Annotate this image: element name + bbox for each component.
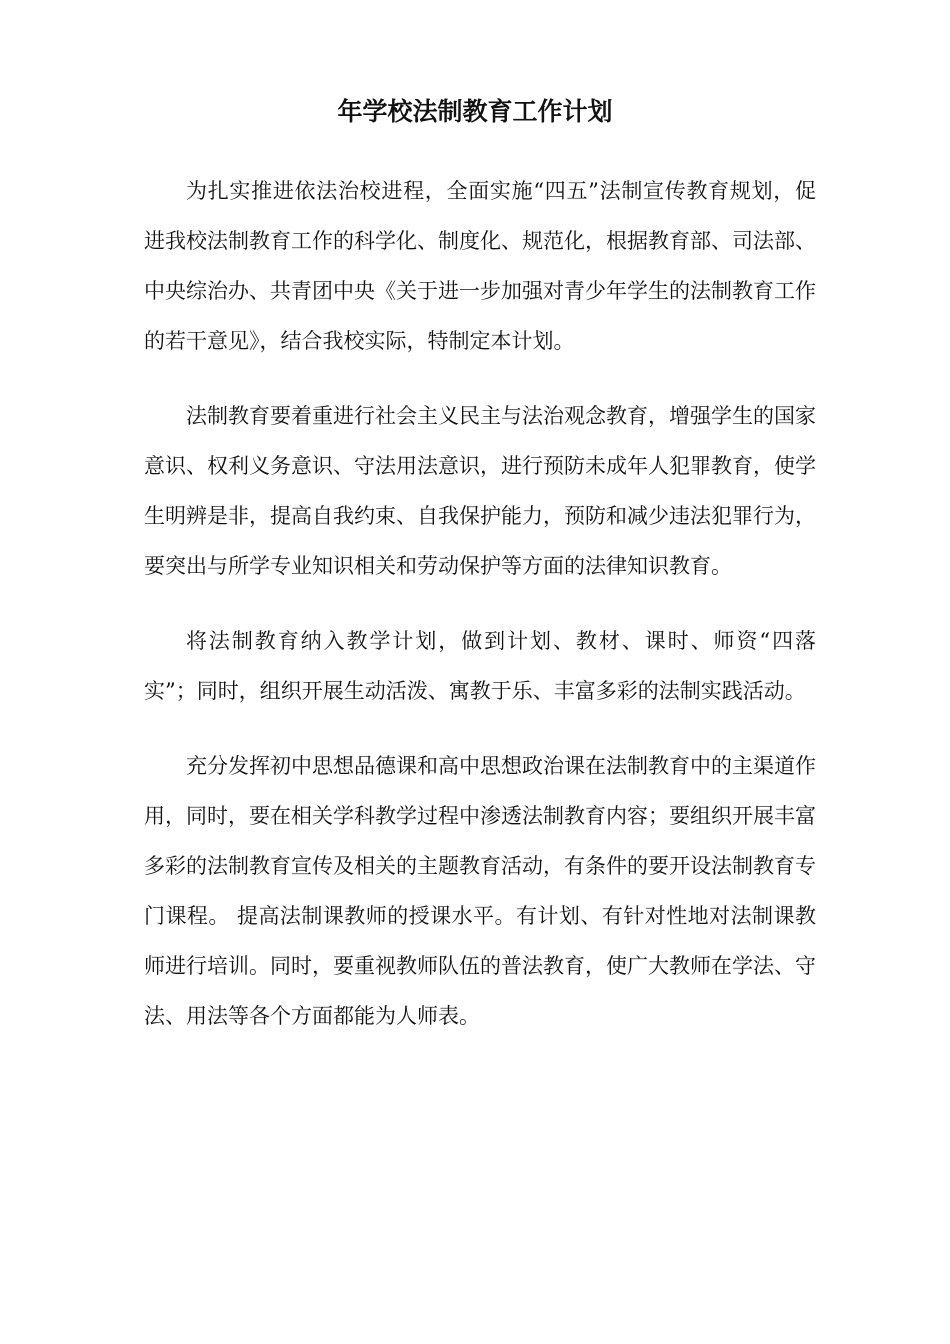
paragraph-curriculum-role: 充分发挥初中思想品德课和高中思想政治课在法制教育中的主渠道作用，同时，要在相关学科教学过程中渗透法制教育内容；要组织开展丰富多彩的法制教育宣传及相关的主题教育活动，有条件的要开设法制教育专门课程。 提高法制课教师的授课水平。有计划、有针对性地对法制课教师进行培训。同时，要重视教师队伍的普法教育，使广大教师在学法、守法、用法等各个方面都能为人师表。 — [144, 754, 816, 1028]
paragraph-teaching-plan: 将法制教育纳入教学计划，做到计划、教材、课时、师资“四落实”；同时，组织开展生动活泼、寓教于乐、丰富多彩的法制实践活动。 — [144, 629, 816, 703]
paragraph-education-content: 法制教育要着重进行社会主义民主与法治观念教育，增强学生的国家意识、权利义务意识、守法用法意识，进行预防未成年人犯罪教育，使学生明辨是非，提高自我约束、自我保护能力，预防和减少违法犯罪行为，要突出与所学专业知识相关和劳动保护等方面的法律知识教育。 — [144, 404, 816, 578]
paragraph-intro: 为扎实推进依法治校进程，全面实施“四五”法制宣传教育规划，促进我校法制教育工作的科学化、制度化、规范化，根据教育部、司法部、中央综治办、共青团中央《关于进一步加强对青少年学生的法制教育工作的若干意见》，结合我校实际，特制定本计划。 — [144, 179, 816, 353]
document-title: 年学校法制教育工作计划 — [337, 97, 613, 126]
document-body — [144, 166, 816, 1041]
